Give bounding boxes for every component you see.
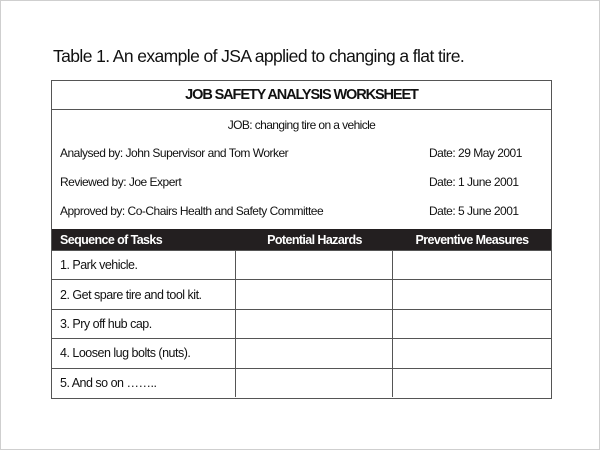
measures-cell	[393, 310, 551, 338]
jsa-worksheet-table	[51, 80, 552, 399]
hazards-cell	[236, 310, 393, 338]
grid-header-row	[52, 229, 551, 250]
task-cell: 5. And so on ……..	[52, 369, 236, 397]
task-grid	[52, 229, 551, 398]
reviewed-by-row	[60, 175, 525, 189]
column-header-sequence: Sequence of Tasks	[60, 232, 163, 247]
hazards-cell	[236, 251, 393, 279]
approved-by-row	[60, 204, 525, 218]
table-row	[52, 309, 551, 338]
task-cell: 2. Get spare tire and tool kit.	[52, 280, 236, 308]
approved-date: Date: 5 June 2001	[429, 204, 519, 218]
hazards-cell	[236, 369, 393, 397]
measures-cell	[393, 339, 551, 367]
analysed-date: Date: 29 May 2001	[429, 146, 522, 160]
table-row	[52, 279, 551, 308]
task-cell: 1. Park vehicle.	[52, 251, 236, 279]
reviewed-date: Date: 1 June 2001	[429, 175, 519, 189]
reviewed-by-label: Reviewed by: Joe Expert	[60, 175, 182, 189]
column-header-measures: Preventive Measures	[415, 232, 529, 247]
job-description: JOB: changing tire on a vehicle	[227, 118, 376, 132]
measures-cell	[393, 251, 551, 279]
analysed-by-label: Analysed by: John Supervisor and Tom Worker	[60, 146, 289, 160]
hazards-cell	[236, 339, 393, 367]
task-cell: 4. Loosen lug bolts (nuts).	[52, 339, 236, 367]
table-row	[52, 338, 551, 367]
worksheet-title: JOB SAFETY ANALYSIS WORKSHEET	[52, 81, 551, 110]
table-row	[52, 368, 551, 397]
hazards-cell	[236, 280, 393, 308]
measures-cell	[393, 369, 551, 397]
approved-by-label: Approved by: Co-Chairs Health and Safety Committee	[60, 204, 324, 218]
task-cell: 3. Pry off hub cap.	[52, 310, 236, 338]
table-caption: Table 1. An example of JSA applied to changing a flat tire.	[53, 46, 465, 66]
column-header-hazards: Potential Hazards	[267, 232, 362, 247]
measures-cell	[393, 280, 551, 308]
analysed-by-row	[60, 146, 525, 160]
worksheet-meta	[52, 110, 551, 229]
table-row	[52, 250, 551, 279]
